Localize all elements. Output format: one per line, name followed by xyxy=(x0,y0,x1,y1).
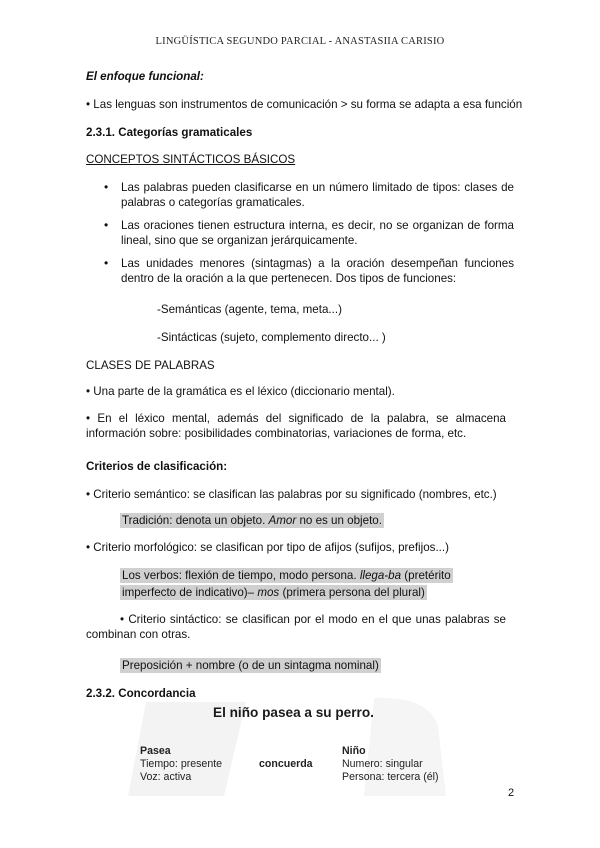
funcion-sintacticas: -Sintácticas (sujeto, complemento directo... ) xyxy=(157,331,386,344)
bullet-icon: • xyxy=(86,98,91,111)
concept-bullet-1: Las palabras pueden clasificarse en un número limitado de tipos: clases de palabras o categorías gramaticales. xyxy=(121,181,514,209)
bullet-icon: • xyxy=(86,385,91,398)
semantico-note: Tradición: denota un objeto. Amor no es un objeto. xyxy=(122,514,382,527)
concept-bullet-3: Las unidades menores (sintagmas) a la oración desempeñan funciones dentro de la oración a la que pertenecen. Dos tipos de funciones: xyxy=(121,257,514,285)
concept-bullet-2: Las oraciones tienen estructura interna, es decir, no se organizan de forma lineal, sino que se organizan jerárquicamente. xyxy=(121,219,514,247)
funcion-semanticas: -Semánticas (agente, tema, meta...) xyxy=(157,303,342,316)
figure-left-head: Pasea xyxy=(140,745,171,757)
figure-left-line2: Voz: activa xyxy=(140,771,192,783)
figure-right-head: Niño xyxy=(342,745,366,757)
figure-right-line1: Numero: singular xyxy=(342,758,423,770)
clases-title: CLASES DE PALABRAS xyxy=(86,359,215,372)
bullet-icon: • xyxy=(104,218,109,232)
enfoque-title: El enfoque funcional: xyxy=(86,70,204,83)
clases-bullet-2: • En el léxico mental, además del significado de la palabra, se almacena información sobre: posibilidades combinatorias, variaciones de forma, etc. xyxy=(86,412,506,440)
bullet-icon: • xyxy=(86,488,91,501)
bullet-icon: • xyxy=(86,412,91,425)
criterio-morfologico: • Criterio morfológico: se clasifican por tipo de afijos (sufijos, prefijos...) xyxy=(86,541,449,554)
section-231-title: 2.3.1. Categorías gramaticales xyxy=(86,126,253,139)
figure-right-line2: Persona: tercera (él) xyxy=(342,771,439,783)
conceptos-subtitle: CONCEPTOS SINTÁCTICOS BÁSICOS xyxy=(86,153,296,166)
figure-concuerda: concuerda xyxy=(259,758,313,770)
bullet-icon: • xyxy=(86,541,91,554)
sintactico-note: Preposición + nombre (o de un sintagma nominal) xyxy=(122,659,379,672)
criterio-semantico: • Criterio semántico: se clasifican las palabras por su significado (nombres, etc.) xyxy=(86,488,497,501)
morfologico-note: Los verbos: flexión de tiempo, modo persona. llega-ba (pretérito imperfecto de indicativo)– mos (primera persona del plural) xyxy=(122,569,451,599)
section-232-title: 2.3.2. Concordancia xyxy=(86,687,196,700)
clases-bullet-1: • Una parte de la gramática es el léxico (diccionario mental). xyxy=(86,385,395,398)
bullet-icon: • xyxy=(104,180,109,194)
page-header: LINGÜÍSTICA SEGUNDO PARCIAL - ANASTASIIA CARISIO xyxy=(155,36,445,47)
enfoque-bullet: • Las lenguas son instrumentos de comunicación > su forma se adapta a esa función xyxy=(86,98,523,111)
criterio-sintactico: • Criterio sintáctico: se clasifican por el modo en el que unas palabras se combinan con otras. xyxy=(86,613,506,641)
bullet-icon: • xyxy=(104,256,109,270)
bullet-icon: • xyxy=(120,613,125,626)
criterios-title: Criterios de clasificación: xyxy=(86,460,228,473)
page-number: 2 xyxy=(508,787,515,799)
figure-title: El niño pasea a su perro. xyxy=(213,705,374,720)
figure-left-line1: Tiempo: presente xyxy=(140,758,223,770)
